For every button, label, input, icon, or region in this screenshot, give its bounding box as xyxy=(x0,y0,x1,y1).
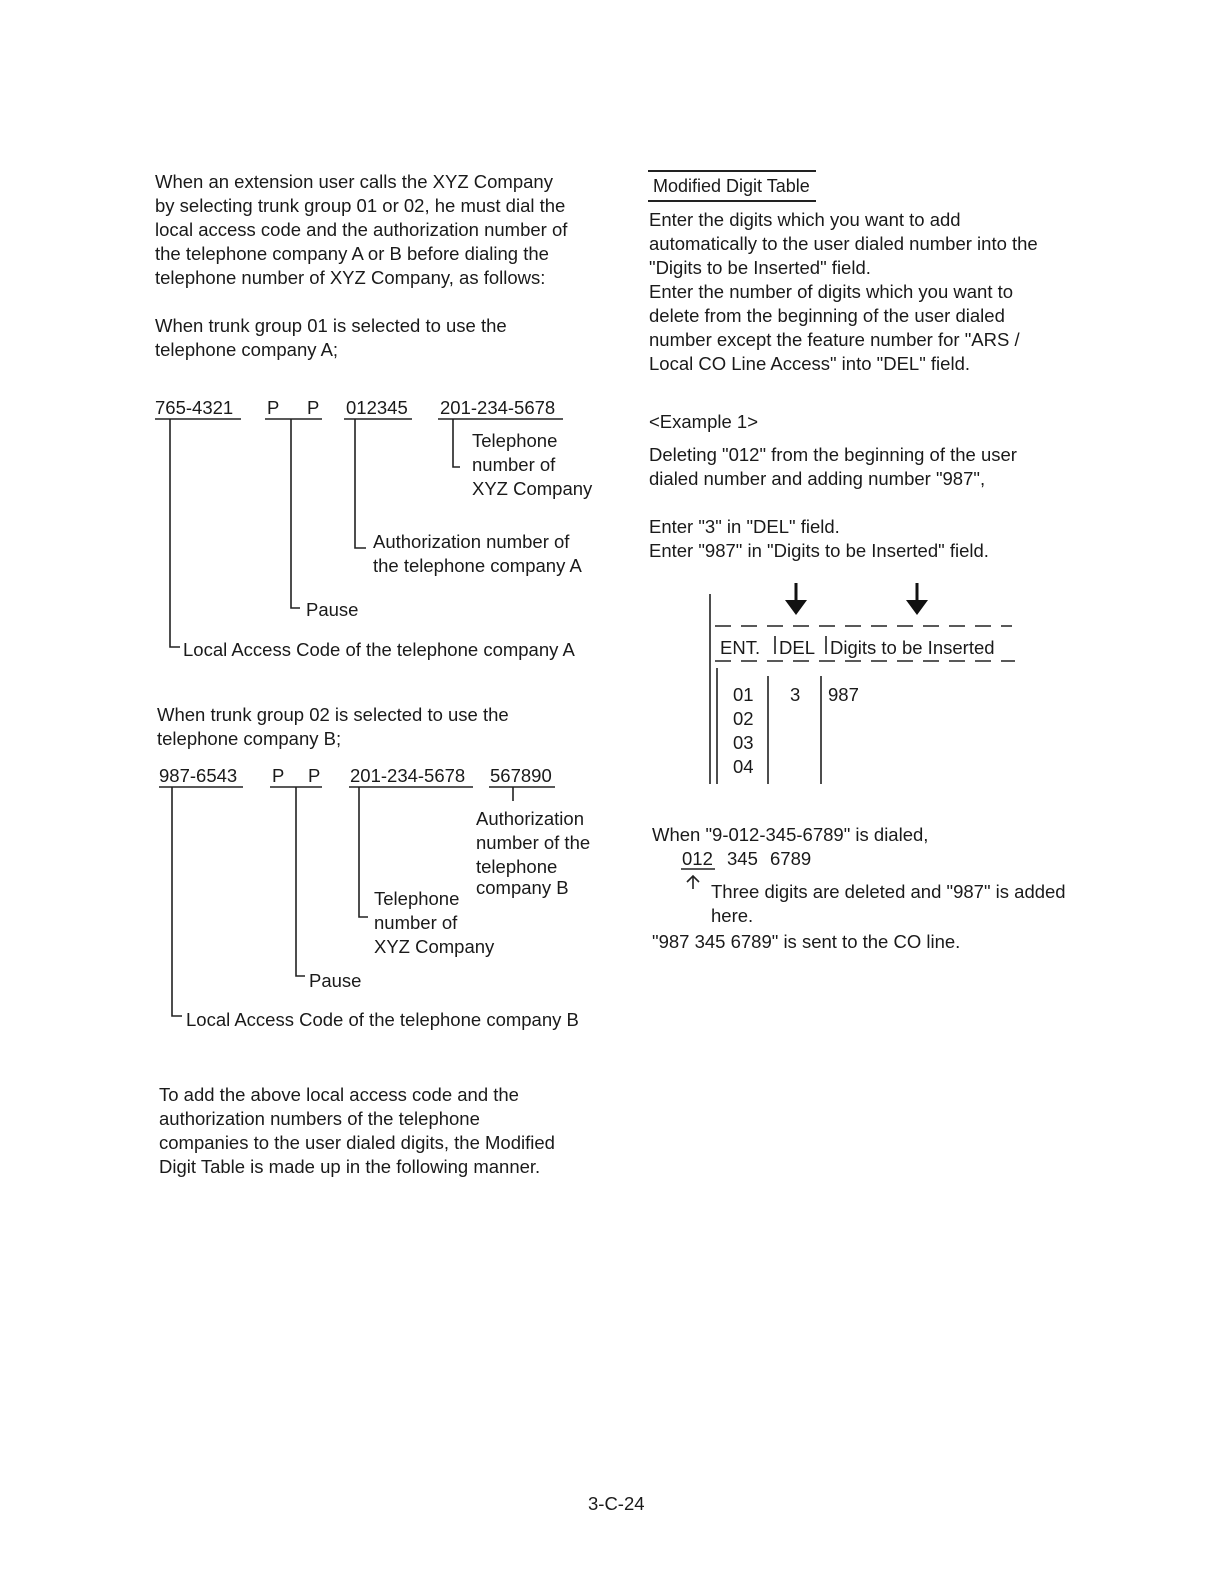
group-a-intro: When trunk group 01 is selected to use the telephone company A; xyxy=(155,315,507,360)
phone-number-a: 201-234-5678 xyxy=(440,397,556,418)
closing-paragraph: To add the above local access code and the authorization numbers of the telephone companies to the user dialed digits, the Modified Digit Table is made up in the following manner. xyxy=(159,1084,555,1177)
example-description: Deleting "012" from the beginning of the user dialed number and adding number "987", xyxy=(649,444,1017,489)
table-row-ent: 04 xyxy=(733,756,754,777)
pause-b-1: P xyxy=(272,765,285,786)
dialed-part: 345 xyxy=(727,848,758,869)
pause-a-1: P xyxy=(267,397,280,418)
page-number: 3-C-24 xyxy=(588,1493,645,1514)
group-b-intro: When trunk group 02 is selected to use the telephone company B; xyxy=(157,704,509,749)
dialed-intro: When "9-012-345-6789" is dialed, xyxy=(652,824,929,845)
table-header-digits: Digits to be Inserted xyxy=(830,637,995,658)
pause-a-2: P xyxy=(307,397,320,418)
auth-label-b: Authorization number of the telephone company B xyxy=(476,808,591,898)
auth-number-b: 567890 xyxy=(490,765,552,786)
dialed-part-deleted: 012 xyxy=(682,848,713,869)
pause-label-a: Pause xyxy=(306,599,359,620)
table-header-del: DEL xyxy=(779,637,815,658)
description-paragraph: Enter the digits which you want to add automatically to the user dialed number into the "Digits to be Inserted" field. Enter the number of digits which you want to delete from the beginning of the user dialed number except the feature number for "ARS / Local CO Line Access" into "DEL" field. xyxy=(649,209,1038,374)
access-code-a: 765-4321 xyxy=(155,397,234,418)
dialed-note: Three digits are deleted and "987" is added here. xyxy=(711,881,1066,926)
phone-label-b: Telephone number of XYZ Company xyxy=(374,888,495,957)
table-header-ent: ENT. xyxy=(720,637,761,658)
example-instructions: Enter "3" in "DEL" field. Enter "987" in "Digits to be Inserted" field. xyxy=(649,516,989,561)
table-row-digits: 987 xyxy=(828,684,859,705)
code-label-a: Local Access Code of the telephone company A xyxy=(183,639,575,660)
auth-number-a: 012345 xyxy=(346,397,408,418)
access-code-b: 987-6543 xyxy=(159,765,238,786)
down-arrow-icon xyxy=(906,600,928,615)
table-row-ent: 02 xyxy=(733,708,754,729)
code-label-b: Local Access Code of the telephone company B xyxy=(186,1009,579,1030)
table-row-ent: 03 xyxy=(733,732,754,753)
dialed-part: 6789 xyxy=(770,848,812,869)
section-heading: Modified Digit Table xyxy=(648,170,816,202)
table-row-ent: 01 xyxy=(733,684,754,705)
phone-number-b: 201-234-5678 xyxy=(350,765,466,786)
table-row-del: 3 xyxy=(790,684,801,705)
example-title: <Example 1> xyxy=(649,411,759,432)
auth-label-a: Authorization number of the telephone company A xyxy=(373,531,582,576)
down-arrow-icon xyxy=(785,600,807,615)
intro-paragraph: When an extension user calls the XYZ Company by selecting trunk group 01 or 02, he must dial the local access code and the authorization number of the telephone company A or B before dialing the telephone number of XYZ Company, as follows: xyxy=(155,171,568,288)
result-line: "987 345 6789" is sent to the CO line. xyxy=(652,931,961,952)
phone-label-a: Telephone number of XYZ Company xyxy=(472,430,593,499)
pause-b-2: P xyxy=(308,765,321,786)
pause-label-b: Pause xyxy=(309,970,362,991)
